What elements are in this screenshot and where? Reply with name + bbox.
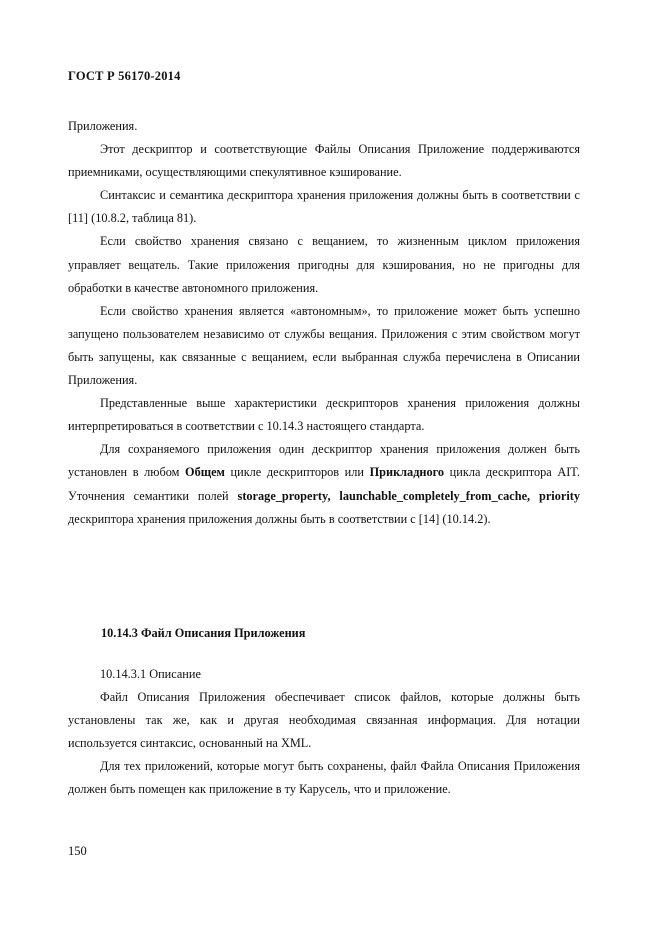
section-heading: 10.14.3 Файл Описания Приложения: [101, 626, 306, 640]
bold-term: Прикладного: [369, 465, 445, 480]
text-run: цикле дескрипторов или: [224, 465, 370, 480]
paragraph: Приложения.: [68, 119, 138, 133]
subsection-title: 10.14.3.1 Описание: [100, 667, 201, 681]
section-text: [68, 663, 580, 802]
paragraph: Если свойство хранения связано с вещанием, то жизненным циклом приложения управляет вещатель. Такие приложения пригодны для кэширования, но не пригодны для обработки в качестве автономного приложения.: [68, 234, 580, 295]
paragraph: Этот дескриптор и соответствующие Файлы Описания Приложение поддерживаются приемниками, осуществляющими спекулятивное кэширование.: [68, 142, 580, 180]
paragraph: Если свойство хранения является «автономным», то приложение может быть успешно запущено пользователем независимо от службы вещания. Приложения с этим свойством могут быть запущены, как связанные с вещанием, если выбранная служба перечислена в Описании Приложения.: [68, 303, 580, 388]
paragraph: Для тех приложений, которые могут быть сохранены, файл Файла Описания Приложения должен быть помещен как приложение в ту Карусель, что и приложение.: [68, 759, 580, 797]
paragraph: Файл Описания Приложения обеспечивает список файлов, которые должны быть установлены так же, как и другая необходимая связанная информация. Для нотации используется синтаксис, основанный на XML.: [68, 690, 580, 751]
text-run: цикла дескриптора AIT. Уточнения семантики полей: [68, 465, 580, 503]
paragraph: Синтаксис и семантика дескриптора хранения приложения должны быть в соответствии с [11] (10.8.2, таблица 81).: [68, 188, 580, 226]
paragraph: Представленные выше характеристики дескрипторов хранения приложения должны интерпретироваться в соответствии с 10.14.3 настоящего стандарта.: [68, 396, 580, 434]
page-number: 150: [68, 844, 87, 858]
bold-term: Общем: [185, 465, 225, 480]
paragraph: [68, 438, 580, 530]
bold-term: storage_property, launchable_completely_from_cache, priority: [237, 488, 580, 503]
text-run: дескриптора хранения приложения должны быть в соответствии с [14] (10.14.2).: [68, 511, 491, 526]
main-text: [68, 115, 580, 531]
document-header: ГОСТ Р 56170-2014: [68, 69, 181, 83]
text-run: Для сохраняемого приложения один дескриптор хранения приложения должен быть установлен в любом: [68, 442, 580, 480]
